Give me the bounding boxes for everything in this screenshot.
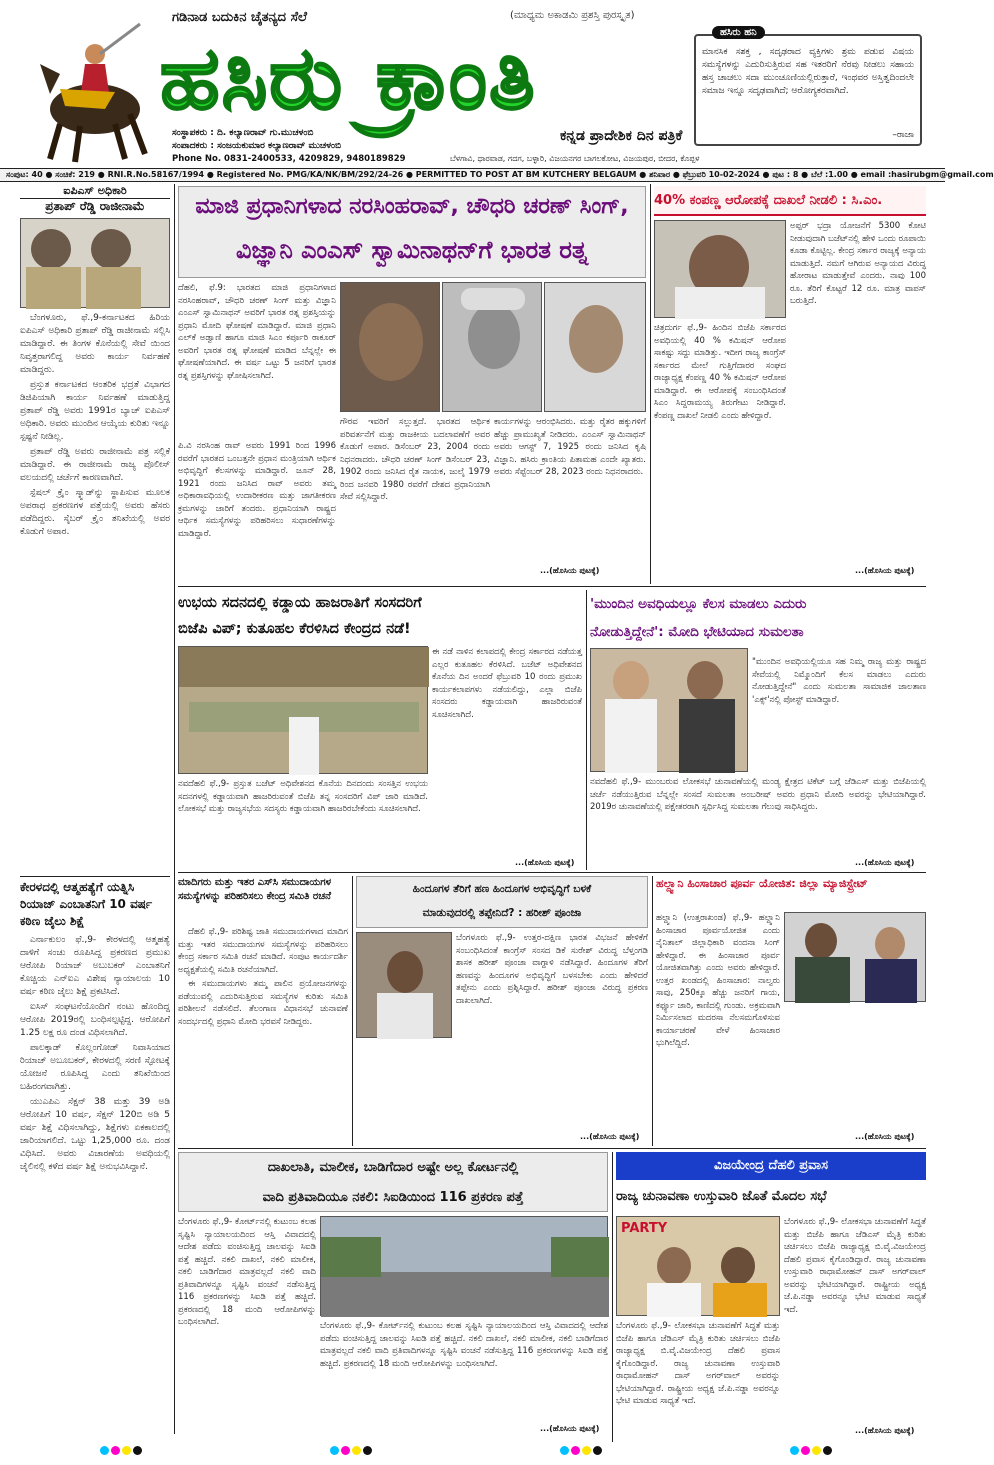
editor-line: ಸಂಪಾದಕರು : ಸಂಜಯಕುಮಾರ ಕಲ್ಯಾಣರಾವ್ ಮುಚಳಂಬಿ: [172, 141, 341, 151]
tagline: ಗಡಿನಾಡ ಬದುಕಿನ ಚೈತನ್ಯದ ಸೆಲೆ: [172, 10, 307, 25]
info-bar: ಸಂಪುಟ: 40 ● ಸಂಚಿಕೆ: 219 ● RNI.R.No.58167/1994 ● Registered No. PMG/KA/NK/BM/292/24-26 ● PERMITTED TO POST AT BM KUTCHERY BELGAUM ● ಶನಿವಾರ ● ಫೆಬ್ರುವರಿ 10-02-2024 ● ಪುಟ : 8 ● ಬೆಲೆ :1.00 ● email :hasirubgm@gmail.com: [0, 168, 945, 182]
whip-headline-1: ಉಭಯ ಸದನದಲ್ಲಿ ಕಡ್ಡಾಯ ಹಾಜರಾತಿಗೆ ಸಂಸದರಿಗೆ: [178, 595, 422, 611]
fake-docs-headline: [178, 1152, 608, 1212]
whip-body: ನವದೆಹಲಿ ಫೆ.,9- ಪ್ರಸ್ತುತ ಬಜೆಟ್ ಅಧಿವೇಶನದ ಕೊನೆಯ ದಿನದಂದು ಸಂಸತ್ತಿನ ಉಭಯ ಸದನಗಳಲ್ಲಿ ಕಡ್ಡಾಯವಾಗಿ ಹಾಜರಿರುವಂತೆ ಬಿಜೆಪಿ ತನ್ನ ಸಂಸದರಿಗೆ ವಿಪ್ ಜಾರಿ ಮಾಡಿದೆ. ಲೋಕಸಭೆ ಮತ್ತು ರಾಜ್ಯಸಭೆಯ ಸದಸ್ಯರು ಕಡ್ಡಾಯವಾಗಿ ಹಾಜರಿರಬೇಕೆಂದು ಸೂಚಿಸಲಾಗಿದೆ.: [178, 779, 428, 814]
registration-marks: [0, 1440, 945, 1460]
fake-docs-headline-1: ದಾಖಲಾತಿ, ಮಾಲೀಕ, ಬಾಡಿಗೆದಾರ ಅಷ್ಟೇ ಅಲ್ಲ ಕೋರ್ಟನಲ್ಲಿ: [267, 1160, 519, 1175]
reg-no: Registered No. PMG/KA/NK/BM/292/24-26: [216, 170, 404, 179]
cm-col2: ಅಪ್ಪರ್ ಭದ್ರಾ ಯೋಜನೆಗೆ 5300 ಕೋಟಿ ನೀಡುವುದಾಗಿ ಬಜೆಟ್‌ನಲ್ಲಿ ಹೇಳಿ ಒಂದು ರೂಪಾಯಿ ಕೂಡಾ ಕೊಟ್ಟಿಲ್ಲ. ಕೇಂದ್ರ ಸರ್ಕಾರ ರಾಜ್ಯಕ್ಕೆ ಅನ್ಯಾಯ ಮಾಡುತ್ತಿದೆ. ನಮಗೆ ಆಗಿರುವ ಅನ್ಯಾಯದ ವಿರುದ್ಧ ಹೋರಾಟ ಮಾಡುತ್ತೇವೆ ಎಂದರು. ನಾವು 100 ರೂ. ತೆರಿಗೆ ಕೊಟ್ಟರೆ 12 ರೂ. ಮಾತ್ರ ವಾಪಸ್ ಬರುತ್ತಿದೆ.: [790, 221, 926, 306]
siddaramaiah-photo: [654, 220, 786, 318]
bharat-ratna-headline-2: ವಿಜ್ಞಾನಿ ಎಂಎಸ್ ಸ್ವಾಮಿನಾಥನ್‌ಗೆ ಭಾರತ ರತ್ನ: [236, 236, 588, 264]
fake-docs-headline-2: ವಾದಿ ಪ್ರತಿವಾದಿಯೂ ನಕಲಿ: ಸಿಐಡಿಯಿಂದ 116 ಪ್ರಕರಣ ಪತ್ತೆ: [262, 1190, 524, 1205]
column-divider: [612, 1152, 613, 1442]
bharat-ratna-lead: ದೆಹಲಿ, ಫೆ.9: ಭಾರತದ ಮಾಜಿ ಪ್ರಧಾನಿಗಳಾದ ನರಸಿಂಹರಾವ್, ಚೌಧರಿ ಚರಣ್ ಸಿಂಗ್ ಮತ್ತು ವಿಜ್ಞಾನಿ ಎಂಎಸ್ ಸ್ವಾಮಿನಾಥನ್ ಅವರಿಗೆ ಭಾರತ ರತ್ನ ಪ್ರಶಸ್ತಿಯನ್ನು ಪ್ರಧಾನಿ ಮೋದಿ ಘೋಷಣೆ ಮಾಡಿದ್ದಾರೆ. ಮಾಜಿ ಪ್ರಧಾನಿ ಎಲ್‌ಕೆ ಅಡ್ವಾಣಿ ಹಾಗೂ ಮಾಜಿ ಸಿಎಂ ಕರ್ಪೂರಿ ಠಾಕೂರ್ ಅವರಿಗೆ ಭಾರತ ರತ್ನ ಘೋಷಣೆ ಮಾಡಿದ ಬೆನ್ನಲ್ಲೇ ಈ ಘೋಷಣೆಯಾಗಿದೆ. ಈ ವರ್ಷ ಒಟ್ಟು 5 ಜನರಿಗೆ ಭಾರತ ರತ್ನ ಪ್ರಶಸ್ತಿಗಳನ್ನು ಘೋಷಿಸಲಾಗಿದೆ.: [178, 283, 336, 381]
price: ಬೆಲೆ :1.00: [810, 170, 848, 179]
cm-credit: ...(ಹೊಸಿಯ ಪುಟಕ್ಕೆ): [855, 566, 915, 575]
kerala-para: ಯುಎಪಿಎ ಸೆಕ್ಷನ್ 38 ಮತ್ತು 39 ಅಡಿ ಆರೋಪಿಗೆ 10 ವರ್ಷ, ಸೆಕ್ಷನ್ 120ಬಿ ಅಡಿ 5 ವರ್ಷ ಶಿಕ್ಷೆ ವಿಧಿಸಲಾಗಿದ್ದು, ಶಿಕ್ಷೆಗಳು ಏಕಕಾಲದಲ್ಲಿ ಜಾರಿಯಾಗಲಿದೆ. ಒಟ್ಟು 1,25,000 ರೂ. ದಂಡ ವಿಧಿಸಿದೆ. ಅವರು ವಿಚಾರಣೆಯ ಅವಧಿಯಲ್ಲಿ ಜೈಲಿನಲ್ಲಿ ಕಳೆದ ವರ್ಷ ಶಿಕ್ಷೆ ಅನುಭವಿಸಿದ್ದಾನೆ.: [20, 1097, 170, 1172]
cm-col1: ಚಿತ್ರದುರ್ಗ ಫೆ.,9- ಹಿಂದಿನ ಬಿಜೆಪಿ ಸರ್ಕಾರದ ಅವಧಿಯಲ್ಲಿ 40 % ಕಮಿಷನ್ ಆರೋಪ ಸಾಕಷ್ಟು ಸದ್ದು ಮಾಡಿತ್ತು. ಇದೀಗ ರಾಜ್ಯ ಕಾಂಗ್ರೆಸ್ ಸರ್ಕಾರದ ಮೇಲೆ ಗುತ್ತಿಗೆದಾರರ ಸಂಘದ ರಾಜ್ಯಾಧ್ಯಕ್ಷ ಕೆಂಪಣ್ಣ 40 % ಕಮಿಷನ್ ಆರೋಪ ಮಾಡಿದ್ದಾರೆ. ಈ ಆರೋಪಕ್ಕೆ ಸಂಬಂಧಿಸಿದಂತೆ ಸಿಎಂ ಸಿದ್ದರಾಮಯ್ಯ ತಿರುಗೇಟು ನೀಡಿದ್ದಾರೆ. ಕೆಂಪಣ್ಣ ದಾಖಲೆ ನೀಡಲಿ ಎಂದು ಹೇಳಿದ್ದಾರೆ.: [654, 323, 786, 421]
column-divider: [352, 876, 353, 1146]
rider-logo-icon: [20, 14, 160, 164]
harish-body: ಬೆಂಗಳೂರು ಫೆ.,9- ಉತ್ತರ-ದಕ್ಷಿಣ ಭಾರತ ವಿಭಜನೆ ಹೇಳಿಕೆಗೆ ಸಂಬಂಧಿಸಿದಂತೆ ಕಾಂಗ್ರೆಸ್ ಸಂಸದ ಡಿಕೆ ಸುರೇಶ್ ವಿರುದ್ಧ ಬೆಳ್ತಂಗಡಿ ಶಾಸಕ ಹರೀಶ್ ಪೂಂಜಾ ವಾಗ್ದಾಳಿ ನಡೆಸಿದ್ದಾರೆ. ಹಿಂದೂಗಳ ತೆರಿಗೆ ಹಣವನ್ನು ಹಿಂದೂಗಳ ಅಭಿವೃದ್ಧಿಗೆ ಬಳಸಬೇಕು ಎಂದು ಹೇಳಿದರೆ ತಪ್ಪೇನು ಎಂದು ಪ್ರಶ್ನಿಸಿದ್ದಾರೆ. ಹರೀಶ್ ಪೂಂಜಾ ವಿರುದ್ಧ ಪ್ರಕರಣ ದಾಖಲಾಗಿದೆ.: [456, 933, 648, 1006]
charan-singh-photo: [442, 282, 542, 412]
sumalatha-quote: "ಮುಂದಿನ ಅವಧಿಯಲ್ಲಿಯೂ ಸಹ ನಿಮ್ಮ ರಾಜ್ಯ ಮತ್ತು ರಾಷ್ಟ್ರದ ಸೇವೆಯಲ್ಲಿ ನಿಮ್ಮೊಂದಿಗೆ ಕೆಲಸ ಮಾಡಲು ಎದುರು ನೋಡುತ್ತಿದ್ದೇನೆ" ಎಂದು ಸುಮಲತಾ ಸಾಮಾಜಿಕ ಜಾಲತಾಣ 'ಎಕ್ಸ್'ನಲ್ಲಿ ಪೋಸ್ಟ್ ಮಾಡಿದ್ದಾರೆ.: [752, 657, 926, 705]
parliament-photo: [178, 646, 428, 774]
quote-author: –ರಾಜಾ: [892, 130, 914, 140]
founder-line: ಸಂಸ್ಥಾಪಕರು : ದಿ. ಕಲ್ಯಾಣರಾವ್ ಗು.ಮುಚಳಂಬಿ: [172, 128, 314, 138]
vijayendra-body-side: ಬೆಂಗಳೂರು ಫೆ.,9- ಲೋಕಸಭಾ ಚುನಾವಣೆಗೆ ಸಿದ್ಧತೆ ಮತ್ತು ಬಿಜೆಪಿ ಹಾಗೂ ಜೆಡಿಎಸ್ ಮೈತ್ರಿ ಕುರಿತು ಚರ್ಚಿಸಲು ಬಿಜೆಪಿ ರಾಜ್ಯಾಧ್ಯಕ್ಷ ಬಿ.ವೈ.ವಿಜಯೇಂದ್ರ ದೆಹಲಿ ಪ್ರವಾಸ ಕೈಗೊಂಡಿದ್ದಾರೆ. ರಾಜ್ಯ ಚುನಾವಣಾ ಉಸ್ತುವಾರಿ ರಾಧಾಮೋಹನ್ ದಾಸ್ ಅಗರ್‌ವಾಲ್ ಅವರನ್ನು ಭೇಟಿಯಾಗಿದ್ದಾರೆ. ರಾಷ್ಟ್ರೀಯ ಅಧ್ಯಕ್ಷ ಜೆ.ಪಿ.ನಡ್ಡಾ ಅವರನ್ನೂ ಭೇಟಿ ಮಾಡುವ ಸಾಧ್ಯತೆ ಇದೆ.: [784, 1217, 926, 1315]
issue: ಸಂಚಿಕೆ: 219: [55, 170, 95, 179]
phone-line: Phone No. 0831-2400533, 4209829, 9480189829: [172, 154, 406, 164]
newspaper-title: ಹಸಿರು ಕ್ರಾಂತಿ: [160, 29, 537, 129]
column-divider: [652, 876, 653, 1146]
ips-para: ಪ್ರಸ್ತುತ ಕರ್ನಾಟಕದ ಆಂತರಿಕ ಭದ್ರತೆ ವಿಭಾಗದ ಡಿಜಿಪಿಯಾಗಿ ಕಾರ್ಯ ನಿರ್ವಹಣೆ ಮಾಡುತ್ತಿದ್ದ ಪ್ರತಾಪ್ ರೆಡ್ಡಿ ಅವರು 1991ರ ಬ್ಯಾಚ್ ಐಪಿಎಸ್ ಅಧಿಕಾರಿ. ಅವರು ಮುಂದಿನ ಆಯ್ಕೆಯ ಕುರಿತು ಇನ್ನೂ ಸ್ಪಷ್ಟನೆ ನೀಡಿಲ್ಲ.: [20, 380, 170, 442]
ips-para: ಸ್ಪೆಷಲ್ ಕ್ರೈಂ ಸ್ಕ್ವಾಡ್‌ನ್ನು ಸ್ಥಾಪಿಸುವ ಮೂಲಕ ಅಪರಾಧ ಪ್ರಕರಣಗಳ ಪತ್ತೆಯಲ್ಲಿ ಅವರು ಹೆಸರು ಪಡೆದಿದ್ದರು. ಸೈಬರ್ ಕ್ರೈಂ ತನಿಖೆಯಲ್ಲಿ ಅವರ ಕೊಡುಗೆ ಅಪಾರ.: [20, 488, 170, 537]
haldwani-body: ಹಲ್ದ್ವಾನಿ (ಉತ್ತರಾಖಂಡ) ಫೆ.,9- ಹಲ್ದ್ವಾನಿ ಹಿಂಸಾಚಾರ ಪೂರ್ವಯೋಜಿತ ಎಂದು ನೈನಿತಾಲ್ ಜಿಲ್ಲಾಧಿಕಾರಿ ವಂದನಾ ಸಿಂಗ್ ಹೇಳಿದ್ದಾರೆ. ಈ ಹಿಂಸಾಚಾರ ಪೂರ್ವ ಯೋಜಿತವಾಗಿತ್ತು ಎಂದು ಅವರು ಹೇಳಿದ್ದಾರೆ. ಉತ್ತರ ಖಂಡದಲ್ಲಿ ಹಿಂಸಾಚಾರ: ನಾಲ್ವರು ಸಾವು, 250ಕ್ಕೂ ಹೆಚ್ಚು ಜನರಿಗೆ ಗಾಯ, ಕರ್ಫ್ಯೂ ಜಾರಿ, ಕಾಣಿದಲ್ಲಿ ಗುಂಡು. ಅಕ್ರಮವಾಗಿ ನಿರ್ಮಿಸಲಾದ ಮದರಸಾ ನೆಲಸಮಗೊಳಿಸುವ ಕಾರ್ಯಾಚರಣೆ ವೇಳೆ ಹಿಂಸಾಚಾರ ಭುಗಿಲೆದ್ದಿದೆ.: [656, 913, 780, 1048]
vijayendra-headline: ರಾಜ್ಯ ಚುನಾವಣಾ ಉಸ್ತುವಾರಿ ಜೊತೆ ಮೊದಲ ಸಭೆ: [616, 1189, 827, 1204]
party-banner-text: PARTY: [621, 1221, 668, 1236]
section-divider: [178, 1148, 926, 1149]
vijayendra-body: ಬೆಂಗಳೂರು ಫೆ.,9- ಲೋಕಸಭಾ ಚುನಾವಣೆಗೆ ಸಿದ್ಧತೆ ಮತ್ತು ಬಿಜೆಪಿ ಹಾಗೂ ಜೆಡಿಎಸ್ ಮೈತ್ರಿ ಕುರಿತು ಚರ್ಚಿಸಲು ಬಿಜೆಪಿ ರಾಜ್ಯಾಧ್ಯಕ್ಷ ಬಿ.ವೈ.ವಿಜಯೇಂದ್ರ ದೆಹಲಿ ಪ್ರವಾಸ ಕೈಗೊಂಡಿದ್ದಾರೆ. ರಾಜ್ಯ ಚುನಾವಣಾ ಉಸ್ತುವಾರಿ ರಾಧಾಮೋಹನ್ ದಾಸ್ ಅಗರ್‌ವಾಲ್ ಅವರನ್ನು ಭೇಟಿಯಾಗಿದ್ದಾರೆ. ರಾಷ್ಟ್ರೀಯ ಅಧ್ಯಕ್ಷ ಜೆ.ಪಿ.ನಡ್ಡಾ ಅವರನ್ನೂ ಭೇಟಿ ಮಾಡುವ ಸಾಧ್ಯತೆ ಇದೆ.: [616, 1321, 780, 1406]
award-line: (ಮಾಧ್ಯಮ ಅಕಾಡಮಿ ಪ್ರಶಸ್ತಿ ಪುರಸ್ಕೃತ): [510, 10, 635, 21]
fake-docs-body: ಬೆಂಗಳೂರು ಫೆ.,9- ಕೋರ್ಟ್‌ನಲ್ಲಿ ಕುಟುಂಬ ಕಲಹ ಸೃಷ್ಟಿಸಿ ನ್ಯಾಯಾಲಯದಿಂದ ಆಸ್ತಿ ವಿವಾದದಲ್ಲಿ ಆದೇಶ ಪಡೆದು ವಂಚಿಸುತ್ತಿದ್ದ ಜಾಲವನ್ನು ಸಿಐಡಿ ಪತ್ತೆ ಹಚ್ಚಿದೆ. ನಕಲಿ ದಾಖಲೆ, ನಕಲಿ ಮಾಲೀಕ, ನಕಲಿ ಬಾಡಿಗೆದಾರ ಮಾತ್ರವಲ್ಲದೆ ನಕಲಿ ವಾದಿ ಪ್ರತಿವಾದಿಗಳನ್ನೂ ಸೃಷ್ಟಿಸಿ ವಂಚನೆ ನಡೆಸುತ್ತಿದ್ದ 116 ಪ್ರಕರಣಗಳನ್ನು ಸಿಐಡಿ ಪತ್ತೆ ಹಚ್ಚಿದೆ. ಪ್ರಕರಣದಲ್ಲಿ 18 ಮಂದಿ ಆರೋಪಿಗಳನ್ನು ಬಂಧಿಸಲಾಗಿದೆ.: [178, 1217, 316, 1327]
madiga-headline: ಮಾದಿಗರು ಮತ್ತು ಇತರ ಎಸ್‌ಸಿ ಸಮುದಾಯಗಳ ಸಮಸ್ಯೆಗಳನ್ನು ಪರಿಹರಿಸಲು ಕೇಂದ್ರ ಸಮಿತಿ ರಚನೆ: [178, 877, 332, 902]
haldwani-photo: [784, 912, 926, 1002]
whip-headline: [178, 590, 578, 642]
swaminathan-photo: [544, 282, 646, 412]
kerala-headline: ಕೇರಳದಲ್ಲಿ ಆತ್ಮಹತ್ಯೆಗೆ ಯತ್ನಿಸಿ ರಿಯಾಜ್ ಎಂಬಾತನಿಗೆ 10 ವರ್ಷ ಕಠಿಣ ಜೈಲು ಶಿಕ್ಷೆ: [20, 876, 170, 930]
section-divider: [178, 872, 926, 873]
permit: PERMITTED TO POST AT BM KUTCHERY BELGAUM: [415, 170, 637, 179]
sumalatha-headline-1: 'ಮುಂದಿನ ಅವಧಿಯಲ್ಲೂ ಕೆಲಸ ಮಾಡಲು ಎದುರು: [590, 596, 807, 612]
quote-heading: ಹಸಿರು ಹನಿ: [712, 26, 765, 39]
ips-headline: ಪ್ರತಾಪ್ ರೆಡ್ಡಿ ರಾಜೀನಾಮೆ: [45, 199, 145, 213]
sumalatha-body: ನವದೆಹಲಿ ಫೆ.,9- ಮುಂಬರುವ ಲೋಕಸಭೆ ಚುನಾವಣೆಯಲ್ಲಿ ಮಂಡ್ಯ ಕ್ಷೇತ್ರದ ಟಿಕೆಟ್ ಬಗ್ಗೆ ಜೆಡಿಎಸ್ ಮತ್ತು ಬಿಜೆಪಿಯಲ್ಲಿ ಚರ್ಚೆ ನಡೆಯುತ್ತಿರುವ ಬೆನ್ನಲ್ಲೇ ಸಂಸದೆ ಸುಮಲತಾ ಅಂಬರೀಷ್ ಅವರು ಪ್ರಧಾನಿ ಮೋದಿ ಅವರನ್ನು ಭೇಟಿಯಾಗಿದ್ದಾರೆ. 2019ರ ಚುನಾವಣೆಯಲ್ಲಿ ಪಕ್ಷೇತರರಾಗಿ ಸ್ಪರ್ಧಿಸಿದ್ದ ಸುಮಲತಾ ಗೆಲುವು ಸಾಧಿಸಿದ್ದರು.: [590, 777, 926, 812]
regions-line: ಬೆಳಗಾವಿ, ಧಾರವಾಡ, ಗದಗ, ಬಳ್ಳಾರಿ, ವಿಜಯನಗರ ಬಾಗಲಕೋಟ, ವಿಜಯಪುರ, ಬೀದರ, ಕೊಪ್ಪಳ: [450, 154, 700, 163]
weekday: ಶನಿವಾರ: [649, 170, 671, 179]
road-photo: [320, 1216, 608, 1316]
bharat-ratna-col3: ಗೌರವ ಇವರಿಗೆ ಸಲ್ಲುತ್ತದೆ. ಭಾರತದ ಆರ್ಥಿಕ ಪರಿವರ್ತನೆಗೆ ಮತ್ತು ರಾಜಕೀಯ ಬದಲಾವಣೆಗೆ ಅವರ ಕೊಡುಗೆ ಅಪಾರ. ಡಿಸೆಂಬರ್ 23, 2004 ರಂದು ನಿಧನರಾದರು. ಚೌಧರಿ ಚರಣ್ ಸಿಂಗ್ ಡಿಸೆಂಬರ್ 23, 1902 ರಂದು ಜನಿಸಿದ ರೈತ ನಾಯಕ, ಜುಲೈ 1979 ರಿಂದ ಜನವರಿ 1980 ರವರೆಗೆ ದೇಶದ ಪ್ರಧಾನಿಯಾಗಿ ಸೇವೆ ಸಲ್ಲಿಸಿದ್ದಾರೆ.: [340, 417, 490, 502]
harish-headline: [356, 876, 648, 928]
masthead: [0, 0, 945, 168]
harish-poonja-photo: [356, 932, 452, 1038]
fake-docs-body-cont: ಬೆಂಗಳೂರು ಫೆ.,9- ಕೋರ್ಟ್‌ನಲ್ಲಿ ಕುಟುಂಬ ಕಲಹ ಸೃಷ್ಟಿಸಿ ನ್ಯಾಯಾಲಯದಿಂದ ಆಸ್ತಿ ವಿವಾದದಲ್ಲಿ ಆದೇಶ ಪಡೆದು ವಂಚಿಸುತ್ತಿದ್ದ ಜಾಲವನ್ನು ಸಿಐಡಿ ಪತ್ತೆ ಹಚ್ಚಿದೆ. ನಕಲಿ ದಾಖಲೆ, ನಕಲಿ ಮಾಲೀಕ, ನಕಲಿ ಬಾಡಿಗೆದಾರ ಮಾತ್ರವಲ್ಲದೆ ನಕಲಿ ವಾದಿ ಪ್ರತಿವಾದಿಗಳನ್ನೂ ಸೃಷ್ಟಿಸಿ ವಂಚನೆ ನಡೆಸುತ್ತಿದ್ದ 116 ಪ್ರಕರಣಗಳನ್ನು ಸಿಐಡಿ ಪತ್ತೆ ಹಚ್ಚಿದೆ. ಪ್ರಕರಣದಲ್ಲಿ 18 ಮಂದಿ ಆರೋಪಿಗಳನ್ನು ಬಂಧಿಸಲಾಗಿದೆ.: [320, 1321, 608, 1369]
ips-officer-photo: [20, 218, 170, 308]
harish-headline-1: ಹಿಂದೂಗಳ ತೆರಿಗೆ ಹಣ ಹಿಂದೂಗಳ ಅಭಿವೃದ್ಧಿಗೆ ಬಳಕೆ: [412, 883, 592, 895]
rni: RNI.R.No.58167/1994: [107, 170, 205, 179]
email: email :hasirubgm@gmail.com: [860, 170, 994, 179]
column-divider: [650, 184, 651, 584]
harish-headline-2: ಮಾಡುವುದರಲ್ಲಿ ತಪ್ಪೇನಿದೆ? : ಹರೀಶ್ ಪೂಂಜಾ: [422, 907, 582, 919]
fake-docs-credit: ...(ಹೊಸಿಯ ಪುಟಕ್ಕೆ): [540, 1424, 600, 1433]
kerala-para: ಪಾಲಕ್ಕಾಡ್ ಕೊಲ್ಲಂಗೋಡ್ ನಿವಾಸಿಯಾದ ರಿಯಾಜ್ ಅಬೂಬಕರ್, ಕೇರಳದಲ್ಲಿ ಸರಣಿ ಸ್ಫೋಟಕ್ಕೆ ಯೋಜನೆ ರೂಪಿಸಿದ್ದ ಎಂದು ತನಿಖೆಯಿಂದ ಬಹಿರಂಗವಾಗಿತ್ತು.: [20, 1043, 170, 1092]
madiga-body: [178, 926, 348, 1142]
madiga-para: ದೆಹಲಿ ಫೆ.,9- ಪರಿಶಿಷ್ಟ ಜಾತಿ ಸಮುದಾಯಗಳಾದ ಮಾದಿಗ ಮತ್ತು ಇತರ ಸಮುದಾಯಗಳ ಸಮಸ್ಯೆಗಳನ್ನು ಪರಿಹರಿಸಲು ಕೇಂದ್ರ ಸರ್ಕಾರ ಸಮಿತಿ ರಚನೆ ಮಾಡಿದೆ. ಸಂಪುಟ ಕಾರ್ಯದರ್ಶಿ ಅಧ್ಯಕ್ಷತೆಯಲ್ಲಿ ಸಮಿತಿ ರಚನೆಯಾಗಿದೆ.: [178, 927, 348, 975]
quote-box: [694, 27, 922, 146]
kerala-para: ಐಸಿಸ್ ಸಂಘಟನೆಯೊಂದಿಗೆ ನಂಟು ಹೊಂದಿದ್ದ ಆರೋಪಿ 2019ರಲ್ಲಿ ಬಂಧಿಸಲ್ಪಟ್ಟಿದ್ದ. ಆರೋಪಿಗೆ 1.25 ಲಕ್ಷ ರೂ ದಂಡ ವಿಧಿಸಲಾಗಿದೆ.: [20, 1002, 170, 1038]
ips-article: [20, 184, 170, 1434]
vijayendra-credit: ...(ಹೊಸಿಯ ಪುಟಕ್ಕೆ): [855, 1426, 915, 1435]
narasimharao-photo: [340, 282, 440, 412]
column-divider: [586, 590, 587, 870]
kerala-body: [20, 934, 170, 1404]
quote-text: ಮಾನಸಿಕ ಸಶಕ್ತ , ಸದೃಢರಾದ ವ್ಯಕ್ತಿಗಳು ಶ್ರಮ ಪಡುವ ವಿಷಯ ಸಮಸ್ಯೆಗಳನ್ನು ಎದುರಿಸುತ್ತಿರುವ ಸಹ ಇತರರಿಗೆ ನೆರವು ನೀಡಲು ಸಹಾಯ ಹಸ್ತ ಚಾಚಲು ಸದಾ ಮುಂಚೂಣಿಯಲ್ಲಿರುತ್ತಾರೆ, ಇಂಥವರ ಅಸ್ತಿತ್ವದಿಂದಲೇ ಸಮಾಜ ಇನ್ನೂ ಸದೃಢವಾಗಿದೆ; ಆರೋಗ್ಯಕರವಾಗಿದೆ.: [702, 47, 914, 96]
whip-credit: ...(ಹೊಸಿಯ ಪುಟಕ್ಕೆ): [515, 858, 575, 867]
bharat-ratna-col4: ಕಾರ್ಯಗಳನ್ನು ಆರಂಭಿಸಿದರು. ಮತ್ತು ರೈತರ ಹಕ್ಕುಗಳಿಗೆ ಹೆಚ್ಚು ಪ್ರಾಮುಖ್ಯತೆ ನೀಡಿದರು. ಎಂಎಸ್ ಸ್ವಾಮಿನಾಥನ್ ಅವರು ಆಗಸ್ಟ್ 7, 1925 ರಂದು ಜನಿಸಿದ ಕೃಷಿ ವಿಜ್ಞಾನಿ. ಹಸಿರು ಕ್ರಾಂತಿಯ ಪಿತಾಮಹ ಎಂದೇ ಖ್ಯಾತರು. ಅವರು ಸೆಪ್ಟೆಂಬರ್ 28, 2023 ರಂದು ನಿಧನರಾದರು.: [494, 417, 646, 477]
column-divider: [174, 184, 175, 1434]
kerala-para: ಎರ್ನಾಕುಲಂ ಫೆ.,9- ಕೇರಳದಲ್ಲಿ ಆತ್ಮಹತ್ಯೆ ದಾಳಿಗೆ ಸಂಚು ರೂಪಿಸಿದ್ದ ಪ್ರಕರಣದ ಪ್ರಮುಖ ಆರೋಪಿ ರಿಯಾಜ್ ಅಬುಬಕರ್ ಎಂಬಾತನಿಗೆ ಕೊಚ್ಚಿಯ ಎನ್‌ಐಎ ವಿಶೇಷ ನ್ಯಾಯಾಲಯ 10 ವರ್ಷ ಕಠಿಣ ಜೈಲು ಶಿಕ್ಷೆ ಪ್ರಕಟಿಸಿದೆ.: [20, 935, 170, 997]
sumalatha-headline-2: ನೋಡುತ್ತಿದ್ದೇನೆ': ಮೋದಿ ಭೇಟಿಯಾದ ಸುಮಲತಾ: [590, 624, 804, 640]
bharat-ratna-headline: [178, 186, 646, 278]
ips-body: [20, 312, 170, 872]
vijayendra-kicker: ವಿಜಯೇಂದ್ರ ದೆಹಲಿ ಪ್ರವಾಸ: [616, 1152, 926, 1180]
ips-para: ಬೆಂಗಳೂರು, ಫೆ.,9-ಕರ್ನಾಟಕದ ಹಿರಿಯ ಐಪಿಎಸ್ ಅಧಿಕಾರಿ ಪ್ರತಾಪ್ ರೆಡ್ಡಿ ರಾಜೀನಾಮೆ ಸಲ್ಲಿಸಿ ಮಾಡಿದ್ದಾರೆ. ಈ ತಿಂಗಳ ಕೊನೆಯಲ್ಲಿ ಸೇವೆ ಯಿಂದ ನಿವೃತ್ತರಾಗಲಿದ್ದ ಅವರು ಕಾರ್ಯ ನಿರ್ವಹಣೆ ಮಾಡಿದ್ದರು.: [20, 313, 170, 375]
bharat-ratna-headline-1: ಮಾಜಿ ಪ್ರಧಾನಿಗಳಾದ ನರಸಿಂಹರಾವ್, ಚೌಧರಿ ಚರಣ್ ಸಿಂಗ್,: [195, 194, 629, 219]
madiga-para: ಈ ಸಮುದಾಯಗಳು ತಮ್ಮ ಪಾಲಿನ ಪ್ರಯೋಜನಗಳನ್ನು ಪಡೆಯುವಲ್ಲಿ ಎದುರಿಸುತ್ತಿರುವ ಸಮಸ್ಯೆಗಳ ಕುರಿತು ಸಮಿತಿ ಪರಿಶೀಲನೆ ನಡೆಸಲಿದೆ. ತೆಲಂಗಾಣ ವಿಧಾನಸಭೆ ಚುನಾವಣೆ ಸಂದರ್ಭದಲ್ಲಿ ಪ್ರಧಾನಿ ಮೋದಿ ಭರವಸೆ ನೀಡಿದ್ದರು.: [178, 979, 348, 1027]
bharat-ratna-credit: ...(ಹೊಸಿಯ ಪುಟಕ್ಕೆ): [540, 566, 600, 575]
ips-kicker: ಐಪಿಎಸ್ ಅಧಿಕಾರಿ: [20, 184, 170, 199]
sumalatha-headline: [590, 590, 926, 646]
ips-para: ಪ್ರತಾಪ್ ರೆಡ್ಡಿ ಅವರು ರಾಜೀನಾಮೆ ಪತ್ರ ಸಲ್ಲಿಕೆ ಮಾಡಿದ್ದಾರೆ. ಈ ರಾಜೀನಾಮೆ ರಾಜ್ಯ ಪೊಲೀಸ್ ವಲಯದಲ್ಲಿ ಚರ್ಚೆಗೆ ಕಾರಣವಾಗಿದೆ.: [20, 447, 170, 483]
subtitle: ಕನ್ನಡ ಪ್ರಾದೇಶಿಕ ದಿನ ಪತ್ರಿಕೆ: [560, 128, 683, 144]
volume: ಸಂಪುಟ: 40: [6, 170, 43, 179]
section-divider: [178, 586, 926, 587]
date: ಫೆಬ್ರುವರಿ 10-02-2024: [682, 170, 760, 179]
bharat-ratna-col2: ಪಿ.ವಿ ನರಸಿಂಹ ರಾವ್ ಅವರು 1991 ರಿಂದ 1996 ರವರೆಗೆ ಭಾರತದ ಒಂಬತ್ತನೇ ಪ್ರಧಾನ ಮಂತ್ರಿಯಾಗಿ ಆರ್ಥಿಕ ಅಭಿವೃದ್ಧಿಗೆ ಕೆಲಸಗಳನ್ನು ಮಾಡಿದ್ದಾರೆ. ಜೂನ್ 28, 1921 ರಂದು ಜನಿಸಿದ ರಾವ್ ಅವರು ತಮ್ಮ ಅಧಿಕಾರಾವಧಿಯಲ್ಲಿ ಉದಾರೀಕರಣ ಮತ್ತು ಜಾಗತೀಕರಣ ಕ್ರಮಗಳನ್ನು ಜಾರಿಗೆ ತಂದರು. ಪ್ರಧಾನಿಯಾಗಿ ರಾಷ್ಟ್ರದ ಆರ್ಥಿಕ ಸಮಸ್ಯೆಗಳನ್ನು ಪರಿಹರಿಸಲು ಸುಧಾರಣೆಗಳನ್ನು ಮಾಡಿದ್ದಾರೆ.: [178, 441, 336, 539]
harish-credit: ...(ಹೊಸಿಯ ಪುಟಕ್ಕೆ): [580, 1132, 640, 1141]
haldwani-headline: ಹಲ್ದ್ವಾನಿ ಹಿಂಸಾಚಾರ ಪೂರ್ವ ಯೋಜಿತ: ಜಿಲ್ಲಾ ಮ್ಯಾಜಿಸ್ಟ್ರೇಟ್: [656, 877, 868, 890]
whip-side: ಈ ನಡೆ ನಾಳಿನ ಕಲಾಪದಲ್ಲಿ ಕೇಂದ್ರ ಸರ್ಕಾರದ ನಡೆಯತ್ತ ಎಲ್ಲರ ಕುತೂಹಲ ಕೆರಳಿಸಿದೆ. ಬಜೆಟ್ ಅಧಿವೇಶನದ ಕೊನೆಯ ದಿನ ಅಂದರೆ ಫೆಬ್ರುವರಿ 10 ರಂದು ಪ್ರಮುಖ ಕಾರ್ಯಕಲಾಪಗಳು ನಡೆಯಲಿದ್ದು, ಎಲ್ಲಾ ಬಿಜೆಪಿ ಸಂಸದರು ಕಡ್ಡಾಯವಾಗಿ ಹಾಜರಿರುವಂತೆ ಸೂಚಿಸಲಾಗಿದೆ.: [432, 647, 582, 720]
haldwani-credit: ...(ಹೊಸಿಯ ಪುಟಕ್ಕೆ): [855, 1132, 915, 1141]
whip-headline-2: ಬಿಜೆಪಿ ವಿಪ್; ಕುತೂಹಲ ಕೆರಳಿಸಿದ ಕೇಂದ್ರದ ನಡೆ!: [178, 621, 411, 637]
cm-headline: 40% ಕಂಪಣ್ಣ ಆರೋಪಕ್ಕೆ ದಾಖಲೆ ನೀಡಲಿ : ಸಿ.ಎಂ.: [654, 186, 926, 216]
page-count: ಪುಟ : 8: [772, 170, 799, 179]
sumalatha-credit: ...(ಹೊಸಿಯ ಪುಟಕ್ಕೆ): [855, 858, 915, 867]
vijayendra-photo: [616, 1216, 780, 1316]
modi-sumalatha-photo: [590, 648, 748, 772]
